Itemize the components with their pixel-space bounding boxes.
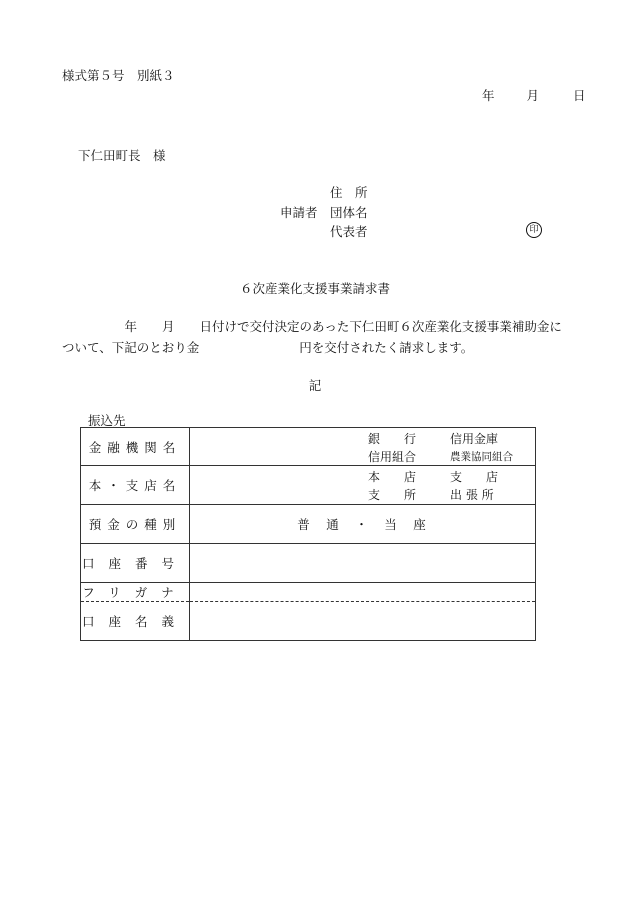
transfer-label: 振込先 xyxy=(88,413,126,428)
option-shinkin: 信用金庫 xyxy=(450,432,499,446)
institution-field[interactable] xyxy=(190,428,536,466)
applicant-label: 申請者 xyxy=(280,205,318,220)
bank-transfer-table xyxy=(80,427,536,641)
account-number-row xyxy=(81,544,536,583)
furigana-row xyxy=(81,583,536,602)
option-sub-branch: 支 所 xyxy=(368,488,417,502)
account-number-field[interactable] xyxy=(190,544,536,583)
furigana-field[interactable] xyxy=(190,583,536,602)
option-agency: 出 張 所 xyxy=(450,488,494,502)
institution-row xyxy=(81,428,536,466)
option-credit-union: 信用組合 xyxy=(368,450,417,464)
furigana-label: フリガナ xyxy=(81,583,190,602)
account-number-label: 口座番号 xyxy=(81,544,190,583)
option-ja: 農業協同組合 xyxy=(450,451,513,463)
option-head-office: 本 店 xyxy=(368,470,417,484)
body-line-2: ついて、下記のとおり金 円を交付されたく請求します。 xyxy=(62,340,474,355)
option-bank: 銀 行 xyxy=(368,432,417,446)
institution-label: 金融機関名 xyxy=(81,428,190,466)
date-line xyxy=(482,86,585,104)
deposit-type-row xyxy=(81,505,536,544)
date-month: 月 xyxy=(526,88,539,103)
body-line-1: 年 月 日付けで交付決定のあった下仁田町６次産業化支援事業補助金に xyxy=(62,319,562,334)
deposit-type-field[interactable]: 普 通 ・ 当 座 xyxy=(190,505,536,544)
date-day: 日 xyxy=(572,88,586,103)
recipient: 下仁田町長 様 xyxy=(78,148,166,163)
date-year: 年 xyxy=(482,88,495,103)
representative-label: 代表者 xyxy=(330,224,368,239)
ki-marker: 記 xyxy=(308,378,322,393)
branch-label: 本・支店名 xyxy=(81,466,190,505)
form-number: 様式第５号 別紙３ xyxy=(62,68,175,83)
branch-row xyxy=(81,466,536,505)
branch-field[interactable] xyxy=(190,466,536,505)
deposit-type-label: 預金の種別 xyxy=(81,505,190,544)
option-branch: 支 店 xyxy=(450,470,499,484)
seal-mark: 印 xyxy=(526,222,542,238)
document-title: ６次産業化支援事業請求書 xyxy=(239,281,390,296)
address-label: 住 所 xyxy=(330,185,368,200)
group-label: 団体名 xyxy=(330,205,368,220)
account-name-field[interactable] xyxy=(190,602,536,641)
account-name-label: 口座名義 xyxy=(81,602,190,641)
account-name-row xyxy=(81,602,536,641)
